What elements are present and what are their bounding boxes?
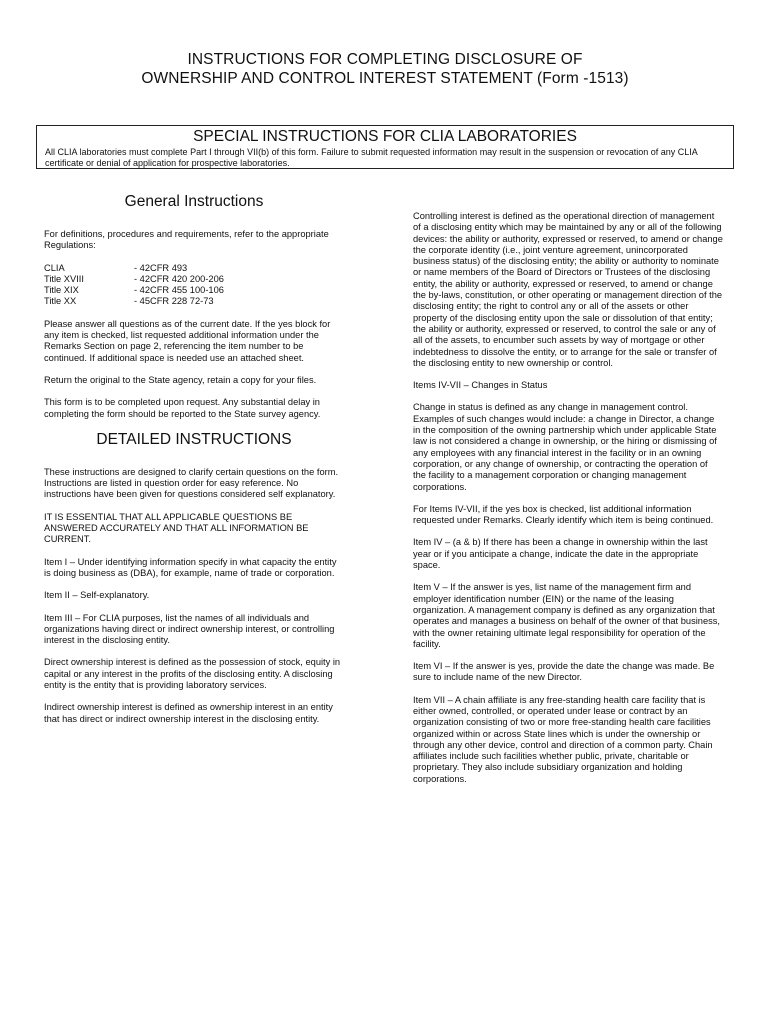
items-changes-heading: Items IV-VII – Changes in Status	[413, 380, 548, 391]
item-7-instruction: Item VII – A chain affiliate is any free-standing health care facility that is either owned, controlled, or operated under lease or contract by an organization consisting of two or more free-standing health care facilities organized within or across State lines which is under the ownership or through any other device, control and direction of a common party. Chain affiliates include such facilities whether public, private, charitable or proprietary. They also include subsidiary organization and holding corporations.	[413, 694, 713, 784]
regulation-name: Title XIX	[44, 285, 79, 296]
regulation-ref: - 42CFR 455 100-106	[134, 285, 224, 296]
regulation-row	[44, 285, 224, 296]
right-column	[413, 211, 723, 796]
general-instructions-heading: General Instructions	[124, 193, 264, 210]
items-remarks-instruction: For Items IV-VII, if the yes box is checked, list additional information requested under Remarks. Clearly identify which item is being continued.	[413, 503, 714, 526]
title-line-2: OWNERSHIP AND CONTROL INTEREST STATEMENT (Form -1513)	[141, 70, 629, 87]
controlling-interest-definition: Controlling interest is defined as the operational direction of management of a disclosing entity which may be maintained by any or all of the following devices: the ability or authority, expressed or reserved, to amend or change the corporate identity (i.e., joint venture agreement, unincorporated business status) of the disclosing entity; the ability or authority to nominate or name members of the Board of Directors or Trustees of the disclosing entity, the ability or authority, expressed or reserved, to amend or change the by-laws, constitution, or other operating or management direction of the disclosing entity; the right to control any or all of the assets or other property of the disclosing entity upon the sale or dissolution of that entity; the ability or authority, expressed or reserved, to control the sale or any of all of the assets, to encumber such assets by way of mortgage or other indebtedness to dissolve the entity, or to arrange for the sale or transfer of the disclosing entity to new ownership or control.	[413, 211, 723, 368]
regulation-name: Title XVIII	[44, 273, 84, 284]
regulation-ref: - 45CFR 228 72-73	[134, 296, 214, 307]
item-5-instruction: Item V – If the answer is yes, list name of the management firm and employer identification number (EIN) or the name of the leasing organization. A management company is defined as any organization that operates and manages a business on behalf of the owner of that business, with the owner retaining ultimate legal responsibility for operation of the facility.	[413, 582, 721, 649]
detailed-intro: These instructions are designed to clarify certain questions on the form. Instructions are listed in question order for easy reference. No instructions have been given for questions considered self explanatory.	[44, 466, 339, 500]
detailed-essential-notice: IT IS ESSENTIAL THAT ALL APPLICABLE QUESTIONS BE ANSWERED ACCURATELY AND THAT ALL INFORMATION BE CURRENT.	[44, 511, 309, 545]
regulation-row	[44, 274, 224, 285]
document-title	[0, 50, 770, 88]
direct-ownership-definition: Direct ownership interest is defined as the possession of stock, equity in capital or any interest in the profits of the disclosing entity. A disclosing entity is the entity that is providing laboratory services.	[44, 657, 341, 691]
general-paragraph-answer: Please answer all questions as of the current date. If the yes block for any item is checked, list requested additional information under the Remarks Section on page 2, referencing the item number to be continued. If additional space is needed use an attached sheet.	[44, 318, 331, 363]
item-3-instruction: Item III – For CLIA purposes, list the names of all individuals and organizations having direct or indirect ownership interest, or controlling interest in the disclosing entity.	[44, 612, 335, 646]
special-instructions-body: All CLIA laboratories must complete Part I through VII(b) of this form. Failure to submit requested information may result in the suspension or revocation of any CLIA certificate or denial of application for prospective laboratories.	[45, 147, 698, 168]
regulation-row	[44, 296, 224, 307]
detailed-instructions-heading: DETAILED INSTRUCTIONS	[96, 430, 292, 448]
item-6-instruction: Item VI – If the answer is yes, provide the date the change was made. Be sure to include name of the new Director.	[413, 661, 715, 683]
regulation-ref: - 42CFR 420 200-206	[134, 273, 224, 284]
regulations-table	[44, 263, 224, 308]
special-instructions-title: SPECIAL INSTRUCTIONS FOR CLIA LABORATORIES	[193, 128, 577, 145]
item-1-instruction: Item I – Under identifying information specify in what capacity the entity is doing business as (DBA), for example, name of trade or corporation.	[44, 556, 337, 578]
title-line-1: INSTRUCTIONS FOR COMPLETING DISCLOSURE OF	[187, 51, 583, 68]
general-intro: For definitions, procedures and requirements, refer to the appropriate Regulations:	[44, 229, 329, 251]
indirect-ownership-definition: Indirect ownership interest is defined as ownership interest in an entity that has direct or indirect ownership interest in the disclosing entity.	[44, 702, 333, 724]
special-instructions-box	[36, 125, 734, 169]
regulation-row	[44, 263, 224, 274]
left-column	[44, 193, 344, 736]
regulation-ref: - 42CFR 493	[134, 262, 188, 273]
regulation-name: Title XX	[44, 296, 77, 307]
general-paragraph-return: Return the original to the State agency, retain a copy for your files.	[44, 374, 317, 385]
item-2-instruction: Item II – Self-explanatory.	[44, 590, 150, 601]
change-in-status-definition: Change in status is defined as any change in management control. Examples of such changes would include: a change in Director, a change in the composition of the owning partnership which under applicable State law is not considered a change in ownership, or the hiring or dismissing of any employees with any financial interest in the facility or in an owning corporation, or any change of ownership, or contracting the operation of the facility to a management corporation or changing management corporations.	[413, 402, 717, 492]
regulation-name: CLIA	[44, 262, 65, 273]
general-paragraph-request: This form is to be completed upon request. Any substantial delay in completing the form should be reported to the State survey agency.	[44, 397, 321, 419]
item-4-instruction: Item IV – (a & b) If there has been a change in ownership within the last year or if you anticipate a change, indicate the date in the appropriate space.	[413, 537, 708, 571]
